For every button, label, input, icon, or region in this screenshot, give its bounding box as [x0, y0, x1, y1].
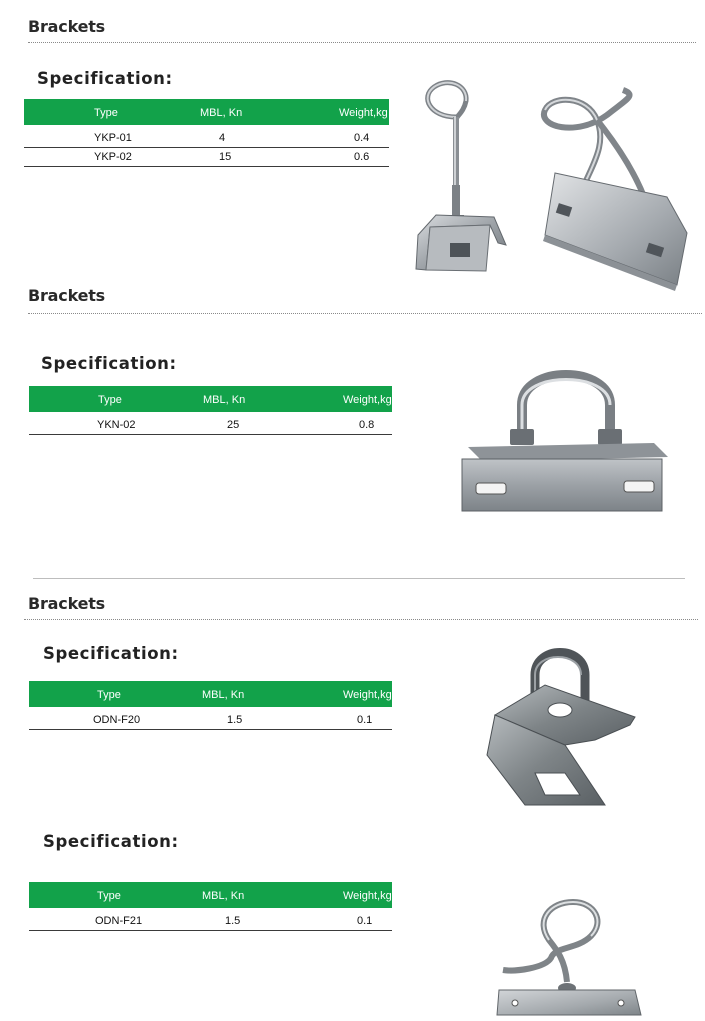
- header-weight: Weight,kg: [343, 689, 392, 701]
- cell-mbl: 1.5: [225, 915, 241, 927]
- u-bolt-bracket-image: [460, 365, 670, 513]
- section-1-title: Brackets: [28, 17, 106, 36]
- cell-weight: 0.6: [354, 151, 370, 163]
- section-separator: [33, 578, 685, 579]
- cell-type: ODN-F21: [95, 915, 143, 927]
- table-header: [24, 99, 389, 125]
- cell-type: YKP-02: [94, 151, 132, 163]
- section-1-spec-heading: Specification:: [37, 69, 173, 88]
- cell-mbl: 15: [219, 151, 232, 163]
- section-3-divider: [24, 619, 698, 620]
- section-1-divider: [28, 42, 696, 43]
- section-3-spec-heading: Specification:: [43, 644, 179, 663]
- section-2-spec-heading: Specification:: [41, 354, 177, 373]
- pigtail-hook-plate-odn-f21-image: [495, 900, 645, 1018]
- table-header: [29, 681, 392, 707]
- table-row: [29, 912, 392, 931]
- cell-type: ODN-F20: [93, 714, 141, 726]
- header-weight: Weight,kg: [343, 394, 392, 406]
- cell-type: YKP-01: [94, 132, 132, 144]
- section-2-spec-table: [29, 386, 392, 435]
- header-type: Type: [94, 107, 118, 119]
- table-header: [29, 386, 392, 412]
- section-4-spec-table: [29, 882, 392, 931]
- header-weight: Weight,kg: [339, 107, 388, 119]
- eye-bolt-bracket-image: [408, 75, 518, 280]
- header-type: Type: [97, 689, 121, 701]
- cell-mbl: 25: [227, 419, 240, 431]
- table-header: [29, 882, 392, 908]
- header-mbl: MBL, Kn: [203, 394, 246, 406]
- cell-weight: 0.4: [354, 132, 370, 144]
- table-row: [29, 416, 392, 435]
- table-row: [24, 129, 389, 148]
- cell-weight: 0.8: [359, 419, 375, 431]
- header-mbl: MBL, Kn: [200, 107, 243, 119]
- hook-bracket-odn-f20-image: [485, 645, 645, 810]
- header-weight: Weight,kg: [343, 890, 392, 902]
- cell-weight: 0.1: [357, 915, 373, 927]
- section-3-title: Brackets: [28, 594, 106, 613]
- cell-mbl: 1.5: [227, 714, 243, 726]
- section-3-spec-table: [29, 681, 392, 730]
- section-2-divider: [28, 313, 702, 314]
- cell-mbl: 4: [219, 132, 226, 144]
- cell-type: YKN-02: [97, 419, 136, 431]
- header-mbl: MBL, Kn: [202, 890, 245, 902]
- table-row: [24, 148, 389, 167]
- header-mbl: MBL, Kn: [202, 689, 245, 701]
- pigtail-hook-bracket-image: [537, 85, 697, 285]
- cell-weight: 0.1: [357, 714, 373, 726]
- section-4-spec-heading: Specification:: [43, 832, 179, 851]
- header-type: Type: [98, 394, 122, 406]
- section-1-spec-table: [24, 99, 389, 167]
- table-row: [29, 711, 392, 730]
- header-type: Type: [97, 890, 121, 902]
- section-2-title: Brackets: [28, 286, 106, 305]
